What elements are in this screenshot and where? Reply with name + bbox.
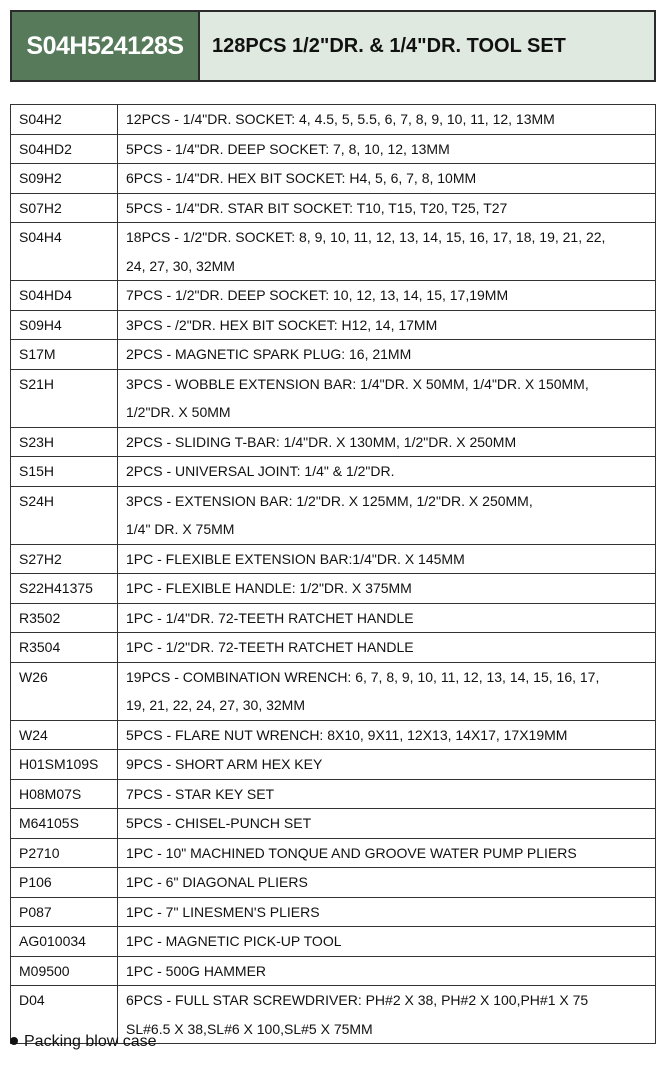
- table-row: [11, 457, 656, 487]
- part-description: [118, 779, 656, 809]
- part-code: M09500: [11, 956, 118, 986]
- table-row: [11, 927, 656, 957]
- description-line: 1PC - 10" MACHINED TONQUE AND GROOVE WATER PUMP PLIERS: [126, 844, 577, 861]
- part-description: [118, 427, 656, 457]
- description-line: 1PC - FLEXIBLE EXTENSION BAR:1/4"DR. X 145MM: [126, 550, 465, 567]
- description-line: 3PCS - /2"DR. HEX BIT SOCKET: H12, 14, 17MM: [126, 316, 438, 333]
- part-code: S23H: [11, 427, 118, 457]
- set-header: [10, 10, 656, 82]
- description-line: 24, 27, 30, 32MM: [126, 257, 235, 274]
- description-line: 5PCS - FLARE NUT WRENCH: 8X10, 9X11, 12X13, 14X17, 17X19MM: [126, 726, 568, 743]
- part-description: [118, 662, 656, 720]
- part-description: [118, 927, 656, 957]
- description-line: 1/2"DR. X 50MM: [126, 404, 231, 420]
- part-description: [118, 809, 656, 839]
- part-description: [118, 486, 656, 544]
- part-description: [118, 310, 656, 340]
- part-description: [118, 457, 656, 487]
- part-description: [118, 369, 656, 427]
- table-row: [11, 340, 656, 370]
- part-code: W26: [11, 662, 118, 720]
- description-line: 2PCS - MAGNETIC SPARK PLUG: 16, 21MM: [126, 346, 412, 362]
- table-row: [11, 720, 656, 750]
- part-code: AG010034: [11, 927, 118, 957]
- description-line: 5PCS - 1/4"DR. STAR BIT SOCKET: T10, T15, T20, T25, T27: [126, 199, 508, 216]
- table-row: [11, 779, 656, 809]
- part-code: R3504: [11, 633, 118, 663]
- part-description: [118, 281, 656, 311]
- table-row: [11, 662, 656, 720]
- part-code: S04HD4: [11, 281, 118, 311]
- table-row: [11, 897, 656, 927]
- description-line: 7PCS - STAR KEY SET: [126, 785, 275, 802]
- set-title: 128PCS 1/2"DR. & 1/4"DR. TOOL SET: [200, 12, 654, 80]
- table-row: [11, 574, 656, 604]
- parts-table-body: [11, 105, 656, 1044]
- table-row: [11, 164, 656, 194]
- part-description: [118, 164, 656, 194]
- part-code: S04HD2: [11, 134, 118, 164]
- part-code: M64105S: [11, 809, 118, 839]
- part-code: S17M: [11, 340, 118, 370]
- description-line: 18PCS - 1/2"DR. SOCKET: 8, 9, 10, 11, 12, 13, 14, 15, 16, 17, 18, 19, 21, 22,: [126, 229, 606, 245]
- table-row: [11, 427, 656, 457]
- part-description: [118, 633, 656, 663]
- part-description: [118, 838, 656, 868]
- description-line: 1PC - FLEXIBLE HANDLE: 1/2"DR. X 375MM: [126, 580, 412, 596]
- table-row: [11, 838, 656, 868]
- part-code: S07H2: [11, 193, 118, 223]
- description-line: SL#6.5 X 38,SL#6 X 100,SL#5 X 75MM: [126, 1020, 373, 1037]
- table-row: [11, 809, 656, 839]
- table-row: [11, 544, 656, 574]
- description-line: 2PCS - UNIVERSAL JOINT: 1/4" & 1/2"DR.: [126, 463, 395, 479]
- part-code: S24H: [11, 486, 118, 544]
- table-row: [11, 486, 656, 544]
- table-row: [11, 105, 656, 135]
- part-code: H01SM109S: [11, 750, 118, 780]
- description-line: 1PC - 1/4"DR. 72-TEETH RATCHET HANDLE: [126, 609, 414, 626]
- part-code: S04H4: [11, 223, 118, 281]
- part-code: S21H: [11, 369, 118, 427]
- part-code: P087: [11, 897, 118, 927]
- part-code: D04: [11, 986, 118, 1044]
- description-line: 19, 21, 22, 24, 27, 30, 32MM: [126, 697, 306, 713]
- description-line: 1PC - 1/2"DR. 72-TEETH RATCHET HANDLE: [126, 639, 414, 655]
- description-line: 2PCS - SLIDING T-BAR: 1/4"DR. X 130MM, 1/2"DR. X 250MM: [126, 433, 517, 450]
- part-code: H08M07S: [11, 779, 118, 809]
- description-line: 3PCS - EXTENSION BAR: 1/2"DR. X 125MM, 1/2"DR. X 250MM,: [126, 492, 533, 509]
- table-row: [11, 193, 656, 223]
- part-code: S22H41375: [11, 574, 118, 604]
- part-description: [118, 105, 656, 135]
- part-description: [118, 986, 656, 1044]
- part-description: [118, 134, 656, 164]
- part-description: [118, 544, 656, 574]
- description-line: 1PC - 7" LINESMEN'S PLIERS: [126, 903, 320, 920]
- part-code: S09H4: [11, 310, 118, 340]
- part-description: [118, 223, 656, 281]
- description-line: 6PCS - 1/4"DR. HEX BIT SOCKET: H4, 5, 6, 7, 8, 10MM: [126, 170, 477, 186]
- packing-note: [10, 1033, 157, 1051]
- table-row: [11, 310, 656, 340]
- description-line: 3PCS - WOBBLE EXTENSION BAR: 1/4"DR. X 50MM, 1/4"DR. X 150MM,: [126, 375, 589, 392]
- table-row: [11, 134, 656, 164]
- part-code: S09H2: [11, 164, 118, 194]
- description-line: 1/4" DR. X 75MM: [126, 521, 235, 537]
- description-line: 5PCS - CHISEL-PUNCH SET: [126, 815, 312, 831]
- packing-note-text: Packing blow case: [24, 1033, 157, 1050]
- parts-table: [10, 104, 656, 1044]
- description-line: 6PCS - FULL STAR SCREWDRIVER: PH#2 X 38, PH#2 X 100,PH#1 X 75: [126, 992, 589, 1008]
- table-row: [11, 369, 656, 427]
- description-line: 5PCS - 1/4"DR. DEEP SOCKET: 7, 8, 10, 12, 13MM: [126, 140, 450, 157]
- description-line: 1PC - 6" DIAGONAL PLIERS: [126, 874, 308, 890]
- description-line: 19PCS - COMBINATION WRENCH: 6, 7, 8, 9, 10, 11, 12, 13, 14, 15, 16, 17,: [126, 668, 600, 685]
- table-row: [11, 633, 656, 663]
- table-row: [11, 603, 656, 633]
- part-description: [118, 603, 656, 633]
- part-description: [118, 340, 656, 370]
- part-code: P2710: [11, 838, 118, 868]
- part-description: [118, 574, 656, 604]
- description-line: 1PC - MAGNETIC PICK-UP TOOL: [126, 933, 342, 949]
- part-code: W24: [11, 720, 118, 750]
- part-code: R3502: [11, 603, 118, 633]
- part-description: [118, 897, 656, 927]
- part-code: P106: [11, 868, 118, 898]
- table-row: [11, 750, 656, 780]
- table-row: [11, 956, 656, 986]
- description-line: 7PCS - 1/2"DR. DEEP SOCKET: 10, 12, 13, 14, 15, 17,19MM: [126, 287, 509, 303]
- part-code: S15H: [11, 457, 118, 487]
- description-line: 9PCS - SHORT ARM HEX KEY: [126, 756, 323, 772]
- part-description: [118, 193, 656, 223]
- part-code: S27H2: [11, 544, 118, 574]
- part-code: S04H2: [11, 105, 118, 135]
- bullet-icon: [10, 1037, 18, 1045]
- part-description: [118, 750, 656, 780]
- part-description: [118, 868, 656, 898]
- table-row: [11, 223, 656, 281]
- set-code: S04H524128S: [12, 12, 200, 80]
- table-row: [11, 868, 656, 898]
- part-description: [118, 720, 656, 750]
- table-row: [11, 281, 656, 311]
- part-description: [118, 956, 656, 986]
- description-line: 12PCS - 1/4"DR. SOCKET: 4, 4.5, 5, 5.5, 6, 7, 8, 9, 10, 11, 12, 13MM: [126, 111, 555, 127]
- description-line: 1PC - 500G HAMMER: [126, 962, 267, 979]
